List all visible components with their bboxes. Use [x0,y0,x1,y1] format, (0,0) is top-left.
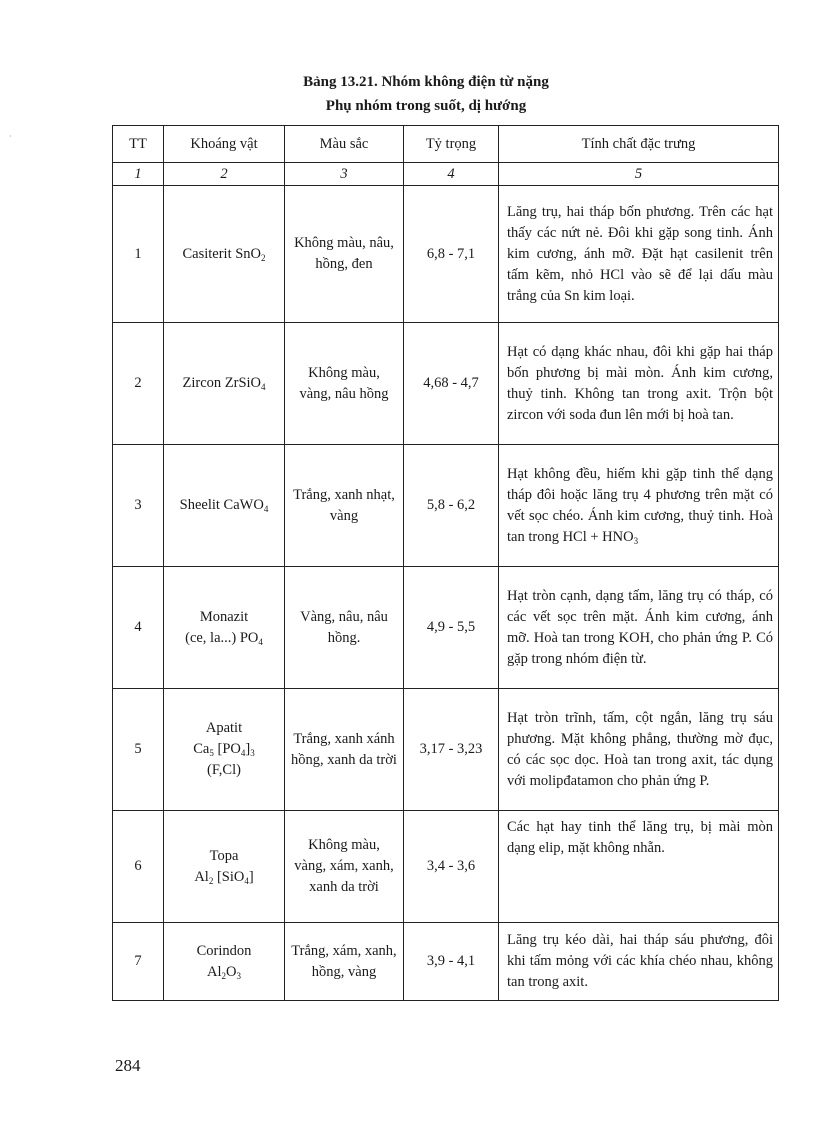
mineral-name: Monazit (ce, la...) $PO_4$ [164,567,285,689]
mineral-color: Không màu, vàng, nâu hồng [285,323,404,445]
header-properties: Tính chất đặc trưng [499,126,779,163]
mineral-name: Topa $Al_2$ [SiO$_4$] [164,811,285,923]
row-number: 3 [113,445,164,567]
mineral-density: 3,17 - 3,23 [404,689,499,811]
mineral-color: Trắng, xanh nhạt, vàng [285,445,404,567]
minerals-table [112,125,779,1001]
mineral-properties: Hạt tròn trĩnh, tấm, cột ngắn, lăng trụ sáu phương. Mặt không phẳng, thường mờ đục, có các sọc dọc. Hoà tan trong axit, tác dụng với molipđatamon cho phản ứng P. [499,689,779,811]
mineral-density: 5,8 - 6,2 [404,445,499,567]
table-row [113,923,779,1001]
page-number: 284 [115,1056,141,1075]
column-number: 5 [499,163,779,186]
mineral-properties: Các hạt hay tinh thể lăng trụ, bị mài mòn dạng elip, mặt không nhẵn. [499,811,779,923]
column-number: 2 [164,163,285,186]
mineral-name: Zircon ZrSiO$_4$ [164,323,285,445]
column-number: 4 [404,163,499,186]
mineral-properties: Lăng trụ kéo dài, hai tháp sáu phương, đôi khi tấm mỏng với các khía chéo nhau, không tan trong axit. [499,923,779,1001]
row-number: 6 [113,811,164,923]
mineral-density: 3,9 - 4,1 [404,923,499,1001]
mineral-name: Sheelit CaWO$_4$ [164,445,285,567]
header-density: Tỷ trọng [404,126,499,163]
table-row [113,689,779,811]
table-subtitle: Phụ nhóm trong suốt, dị hướng [325,98,527,114]
table-row [113,811,779,923]
mineral-color: Vàng, nâu, nâu hồng. [285,567,404,689]
mineral-density: 6,8 - 7,1 [404,186,499,323]
row-number: 7 [113,923,164,1001]
header-mineral: Khoáng vật [164,126,285,163]
mineral-density: 3,4 - 3,6 [404,811,499,923]
row-number: 4 [113,567,164,689]
scan-speck: · [9,132,12,141]
row-number: 2 [113,323,164,445]
table-title: Bảng 13.21. Nhóm không điện từ nặng [303,74,549,90]
column-number: 1 [113,163,164,186]
mineral-color: Trắng, xám, xanh, hồng, vàng [285,923,404,1001]
column-number: 3 [285,163,404,186]
mineral-density: 4,9 - 5,5 [404,567,499,689]
mineral-density: 4,68 - 4,7 [404,323,499,445]
row-number: 5 [113,689,164,811]
mineral-name: Corindon $Al_2O_3$ [164,923,285,1001]
header-tt: TT [113,126,164,163]
table-row [113,445,779,567]
mineral-color: Trắng, xanh xánh hồng, xanh da trời [285,689,404,811]
mineral-color: Không màu, nâu, hồng, đen [285,186,404,323]
mineral-properties: Hạt có dạng khác nhau, đôi khi gặp hai tháp bốn phương bị mài mòn. Ánh kim cương, thuỷ tinh. Không tan trong axit. Trộn bột zircon với soda đun lên mới bị hoà tan. [499,323,779,445]
mineral-name: Casiterit SnO$_2$ [164,186,285,323]
table-row [113,186,779,323]
mineral-name: Apatit $Ca_5$ $[PO_4]_3$ (F,Cl) [164,689,285,811]
mineral-properties: Hạt tròn cạnh, dạng tấm, lăng trụ có tháp, có các vết sọc trên mặt. Ánh kim cương, ánh mỡ. Hoà tan trong KOH, cho phản ứng P. Có gặp trong nhóm điện từ. [499,567,779,689]
mineral-properties: Hạt không đều, hiếm khi gặp tinh thể dạng tháp đôi hoặc lăng trụ 4 phương trên mặt có vết sọc chéo. Ánh kim cương, thuỷ tinh. Hoà tan trong HCl + $HNO_3$ [499,445,779,567]
mineral-properties: Lăng trụ, hai tháp bốn phương. Trên các hạt thấy các nứt nẻ. Đôi khi gặp song tinh. Ánh kim cương, ánh mỡ. Đặt hạt casilenit trên tấm kẽm, nhỏ HCl vào sẽ để lại dấu màu trắng của Sn kim loại. [499,186,779,323]
table-row [113,323,779,445]
header-color: Màu sắc [285,126,404,163]
header-row [113,126,779,163]
row-number: 1 [113,186,164,323]
column-number-row [113,163,779,186]
mineral-color: Không màu, vàng, xám, xanh, xanh da trời [285,811,404,923]
table-row [113,567,779,689]
